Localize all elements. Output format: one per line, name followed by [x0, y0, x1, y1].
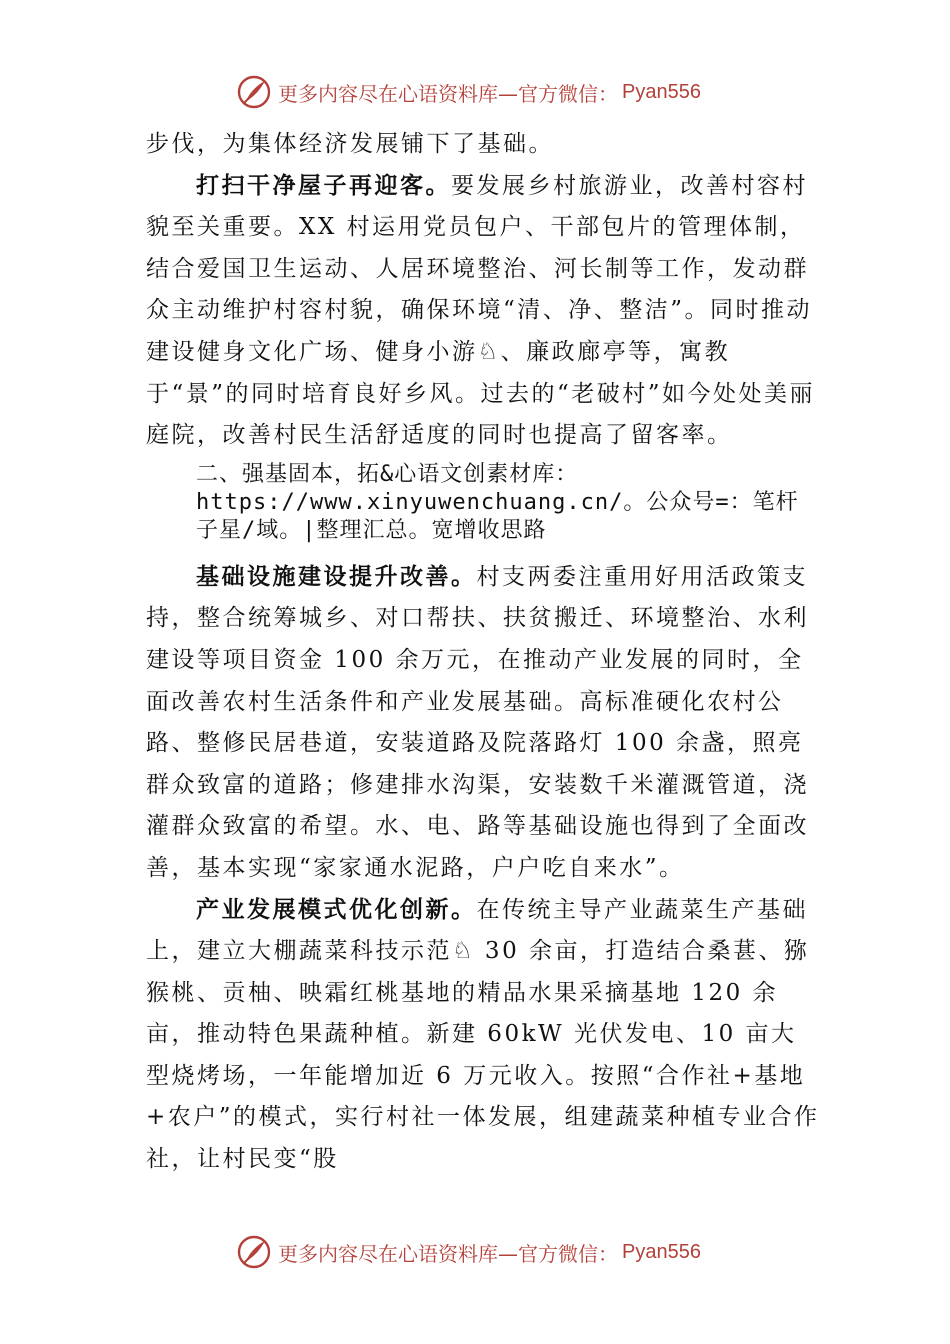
paragraph-lead: 基础设施建设提升改善。 [196, 563, 477, 590]
watermark-text: 更多内容尽在心语资料库—官方微信： [278, 81, 618, 106]
header-watermark [236, 72, 701, 112]
paragraph-village-cleanup [146, 166, 820, 457]
paragraph-text: 在传统主导产业蔬菜生产基础上，建立大棚蔬菜科技示范♘ 30 余亩，打造结合桑葚、猕猴桃、贡柚、映霜红桃基地的精品水果采摘基地 120 余亩，推动特色果蔬种植。新建 60kW 光伏发电、10 亩大型烧烤场，一年能增加近 6 万元收入。按照“合作社+基地+农户”的模式，实行村社一体发展，组建蔬菜种植专业合作社，让村民变“股 [146, 896, 820, 1173]
watermark-text: 更多内容尽在心语资料库—官方微信： [278, 1241, 618, 1266]
quill-logo-icon [236, 1234, 272, 1270]
paragraph-lead: 打扫干净屋子再迎客。 [196, 172, 451, 199]
paragraph-industry [146, 890, 820, 1181]
quill-logo-icon [236, 74, 272, 110]
watermark-wechat-id: Pyan556 [622, 1240, 701, 1263]
footer-watermark [236, 1232, 701, 1272]
document-body [146, 124, 820, 1181]
paragraph-lead: 产业发展模式优化创新。 [196, 896, 477, 923]
section-heading: 二、强基固本，拓&心语文创素材库：https://www.xinyuwenchuang.cn/。公众号=：笔杆子星/域。|整理汇总。宽增收思路 [196, 461, 799, 543]
paragraph-continuation: 步伐，为集体经济发展铺下了基础。 [146, 131, 554, 157]
paragraph-text: 村支两委注重用好用活政策支持，整合统筹城乡、对口帮扶、扶贫搬迁、环境整治、水利建设等项目资金 100 余万元，在推动产业发展的同时，全面改善农村生活条件和产业发展基础。高标准硬化农村公路、整修民居巷道，安装道路及院落路灯 100 余盏，照亮群众致富的道路；修建排水沟渠，安装数千米灌溉管道，浇灌群众致富的希望。水、电、路等基础设施也得到了全面改善，基本实现“家家通水泥路，户户吃自来水”。 [146, 563, 809, 881]
paragraph-text: 要发展乡村旅游业，改善村容村貌至关重要。XX 村运用党员包户、干部包片的管理体制，结合爱国卫生运动、人居环境整治、河长制等工作，发动群众主动维护村容村貌，确保环境“清、净、整洁”。同时推动建设健身文化广场、健身小游♘、廉政廊亭等，寓教于“景”的同时培育良好乡风。过去的“老破村”如今处处美丽庭院，改善村民生活舒适度的同时也提高了留客率。 [146, 172, 816, 449]
watermark-wechat-id: Pyan556 [622, 80, 701, 103]
paragraph-infrastructure [146, 557, 820, 890]
